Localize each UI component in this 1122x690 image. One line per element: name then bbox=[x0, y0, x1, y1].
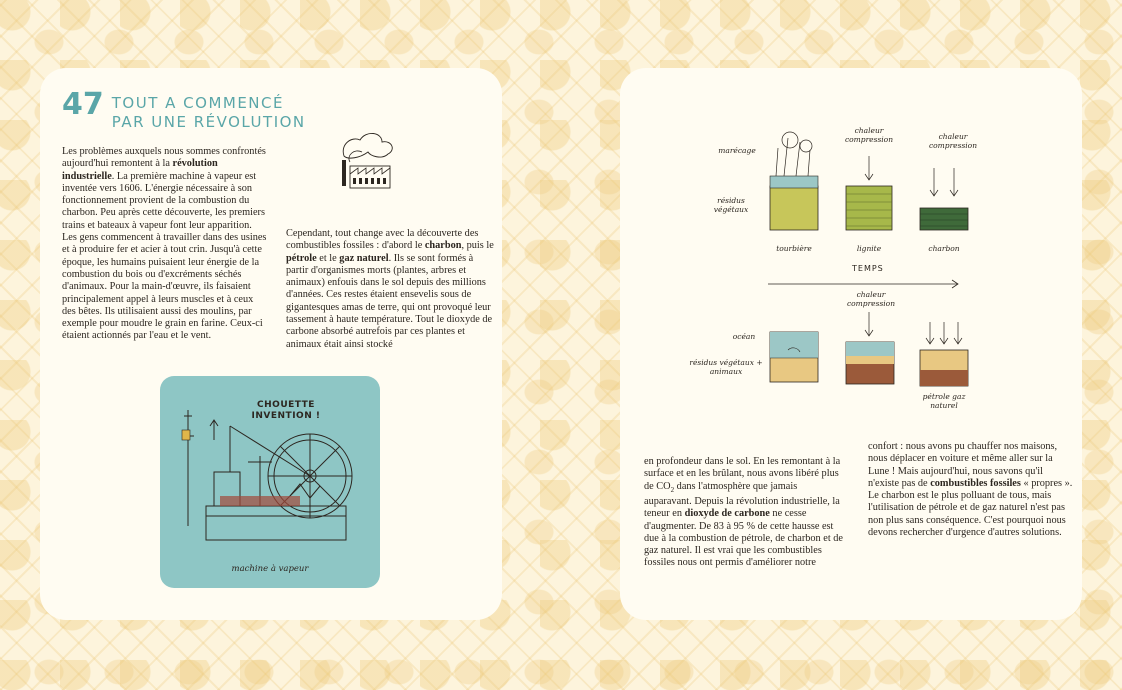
peat-block bbox=[770, 132, 818, 230]
text-run: . Ils se sont formés à partir d'organismes morts (plantes, arbres et animaux) enfouis dans le sol depuis des millions d'années. Ces restes étaient ensevelis sous de gigantesques amas de terre, qui ont provoqué leur tassement à haute température. Tout le dioxyde de carbone absorbé autrefois par ces plantes et animaux était ainsi stocké bbox=[286, 252, 493, 350]
keyword-charbon: charbon bbox=[424, 240, 462, 252]
label-temps: TEMPS bbox=[852, 264, 884, 273]
text-run: ne cesse d'augmenter. De 83 à 95 % de cette hausse est due à la combustion de pétrole, de charbon et de gaz naturel. Il est vrai que les combustibles fossiles nous ont permis d'améliorer notre bbox=[644, 508, 843, 569]
ocean-block bbox=[770, 332, 818, 382]
exclamation-bubble: CHOUETTE INVENTION ! bbox=[251, 400, 321, 421]
label-ocean: océan bbox=[732, 332, 756, 341]
chapter-title-line1: TOUT A COMMENCÉ bbox=[111, 94, 284, 112]
label-chaleur-2: chaleur compression bbox=[928, 132, 978, 150]
right-page bbox=[620, 68, 1082, 620]
paragraph-col1 bbox=[62, 146, 267, 343]
label-chaleur-3: chaleur compression bbox=[846, 290, 896, 308]
label-chaleur-1: chaleur compression bbox=[844, 126, 894, 144]
left-page bbox=[40, 68, 502, 620]
engine-caption: machine à vapeur bbox=[231, 564, 309, 574]
chapter-number: 47 bbox=[62, 87, 104, 122]
factory-illustration bbox=[330, 126, 400, 196]
paragraph-col2 bbox=[286, 228, 494, 351]
steam-engine-card bbox=[160, 376, 380, 588]
paragraph-col4 bbox=[868, 441, 1074, 539]
text-run: et le bbox=[316, 252, 340, 264]
keyword-combustibles-fossiles: combustibles fossiles bbox=[930, 477, 1021, 489]
text-run: Les problèmes auxquels nous sommes confrontés aujourd'hui remontent à la bbox=[62, 146, 266, 170]
text-run: « propres ». Le charbon est le plus polluant de tous, mais l'utilisation de pétrole et de gaz naturel n'est pas non plus sans conséquence. C'est pourquoi nous devons rechercher d'urgence d'autres solutions. bbox=[868, 477, 1073, 539]
text-run: confort : nous avons pu chauffer nos maisons, nous déplacer en voiture et même aller sur la Lune ! Mais aujourd'hui, nous savons qu'il n'existe pas de bbox=[868, 441, 1058, 489]
label-lignite: lignite bbox=[856, 244, 882, 253]
fossil-formation-diagram bbox=[620, 68, 1082, 438]
text-run: dans l'atmosphère que jamais auparavant. Depuis la révolution industrielle, la teneur en bbox=[644, 480, 840, 520]
chapter-title-line2: PAR UNE RÉVOLUTION bbox=[111, 113, 306, 131]
keyword-revolution-industrielle: révolution industrielle bbox=[62, 158, 218, 182]
label-tourbiere: tourbière bbox=[776, 244, 812, 253]
keyword-petrole: pétrole bbox=[286, 252, 317, 264]
chapter-heading bbox=[62, 87, 306, 132]
lignite-block bbox=[846, 156, 892, 230]
text-run: , puis le bbox=[461, 240, 494, 252]
chapter-title bbox=[112, 94, 306, 132]
text-run: . La première machine à vapeur est inventée vers 1606. L'énergie nécessaire à son fonctionnement provient de la combustion du charbon. Peu après cette découverte, les premiers trains et bateaux à vapeur font leur apparition. Les gens commencent à travailler dans des usines et à produire fer et acier à tout crin. Jusqu'à cette époque, les humains puisaient leur énergie de la combustion du bois ou d'excréments séchés d'animaux. Pour la main-d'œuvre, ils faisaient principalement appel à leurs muscles et à ceux des bêtes. Ils utilisaient aussi des moulins, par exemple pour moudre le grain en farine. Ceux-ci étaient actionnés par l'eau et le vent. bbox=[62, 170, 267, 342]
label-residus-animaux: résidus végétaux + animaux bbox=[689, 358, 763, 376]
compressed-ocean-block bbox=[846, 312, 894, 384]
paragraph-col3 bbox=[644, 456, 844, 570]
diagram-drawing bbox=[620, 68, 1082, 438]
keyword-gaz-naturel: gaz naturel bbox=[339, 252, 389, 264]
label-petrole-gaz: pétrole gaz naturel bbox=[922, 392, 966, 410]
keyword-dioxyde-de-carbone: dioxyde de carbone bbox=[684, 508, 770, 520]
label-marecage: marécage bbox=[718, 146, 756, 155]
label-charbon: charbon bbox=[928, 244, 960, 253]
co2-subscript: 2 bbox=[670, 485, 675, 494]
oil-gas-block bbox=[920, 322, 968, 386]
text-run: en profondeur dans le sol. En les remontant à la surface et en les brûlant, nous avons libéré plus de CO bbox=[644, 456, 841, 492]
coal-block bbox=[920, 168, 968, 230]
label-residus: résidus végétaux bbox=[713, 196, 749, 214]
text-run: Cependant, tout change avec la découverte des combustibles fossiles : d'abord le bbox=[286, 228, 479, 252]
